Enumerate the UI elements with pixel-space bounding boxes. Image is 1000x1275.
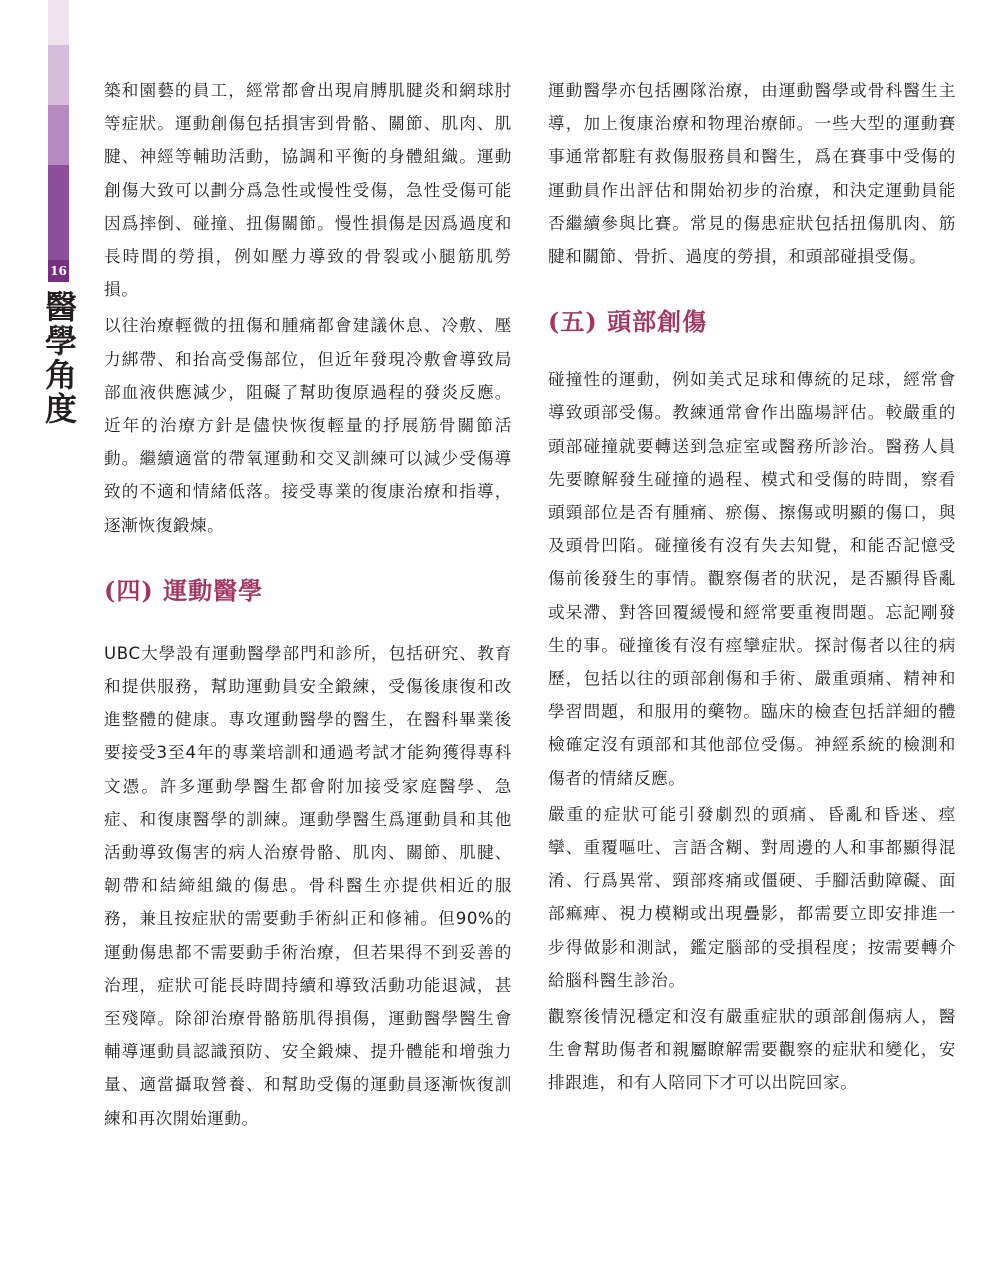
body-paragraph: 嚴重的症狀可能引發劇烈的頭痛、昏亂和昏迷、痙攣、重覆嘔吐、言語含糊、對周邊的人和事都顯得混淆、行爲異常、頸部疼痛或僵硬、手腳活動障礙、面部痲痺、視力模糊或出現疊影，都需要立即安排進一步得做影和測試，鑑定腦部的受損程度；按需要轉介給腦科醫生診治。 (548, 804, 956, 990)
body-paragraph: 築和園藝的員工，經常都會出現肩膊肌腱炎和網球肘等症狀。運動創傷包括損害到骨骼、關節、肌肉、肌腱、神經等輔助活動，協調和平衡的身體組織。運動創傷大致可以劃分爲急性或慢性受傷，急性受傷可能因爲摔倒、碰撞、扭傷關節。慢性損傷是因爲過度和長時間的勞損，例如壓力導致的骨裂或小腿筋肌勞損。 (104, 81, 512, 300)
page-number: 16 (50, 264, 67, 278)
body-paragraph: 碰撞性的運動，例如美式足球和傳統的足球，經常會導致頭部受傷。教練通常會作出臨場評估。較嚴重的頭部碰撞就要轉送到急症室或醫務所診治。醫務人員先要瞭解發生碰撞的過程、模式和受傷的時間，察看頭頸部位是否有腫痛、瘀傷、擦傷或明顯的傷口，與及頭骨凹陷。碰撞後有沒有失去知覺，和能否記憶受傷前後發生的事情。觀察傷者的狀況，是否顯得昏亂或呆滯、對答回覆緩慢和經常要重複問題。忘記剛發生的事。碰撞後有沒有痙攣症狀。探討傷者以往的病歷，包括以往的頭部創傷和手術、嚴重頭痛、精神和學習問題，和服用的藥物。臨床的檢查包括詳細的體檢確定沒有頭部和其他部位受傷。神經系統的檢測和傷者的情緒反應。 (548, 370, 956, 788)
sidebar-color-band (48, 0, 69, 45)
sidebar-color-band (48, 105, 69, 165)
body-paragraph: UBC大學設有運動醫學部門和診所，包括研究、教育和提供服務，幫助運動員安全鍛練，受傷後康復和改進整體的健康。專攻運動醫學的醫生，在醫科畢業後要接受3至4年的專業培訓和通過考試才能夠獲得專科文憑。許多運動學醫生都會附加接受家庭醫學、急症、和復康醫學的訓練。運動學醫生爲運動員和其他活動導致傷害的病人治療骨骼、肌肉、關節、肌腱、韌帶和結締組織的傷患。骨科醫生亦提供相近的服務，兼且按症狀的需要動手術糾正和修補。但90%的運動傷患都不需要動手術治療，但若果得不到妥善的治理，症狀可能長時間持續和導致活動功能退減，甚至殘障。除卻治療骨骼筋肌得損傷，運動醫學醫生會輔導運動員認識預防、安全鍛煉、提升體能和增強力量、適當攝取營養、和幫助受傷的運動員逐漸恢復訓練和再次開始運動。 (104, 643, 512, 1128)
section-title-vertical: 醫學角度 (40, 290, 78, 426)
sidebar-color-band (48, 45, 69, 105)
body-paragraph: 以往治療輕微的扭傷和腫痛都會建議休息、冷敷、壓力綁帶、和抬高受傷部位，但近年發現冷敷會導致局部血液供應減少，阻礙了幫助復原過程的發炎反應。近年的治療方針是儘快恢復輕量的抒展筋骨關節活動。繼續適當的帶氧運動和交叉訓練可以減少受傷導致的不適和情緒低落。接受專業的復康治療和指導，逐漸恢復鍛煉。 (104, 316, 512, 535)
body-paragraph: 觀察後情況穩定和沒有嚴重症狀的頭部創傷病人，醫生會幫助傷者和親屬瞭解需要觀察的症狀和變化，安排跟進，和有人陪同下才可以出院回家。 (548, 1007, 956, 1093)
sidebar-color-band (48, 165, 69, 260)
section-heading-sports-medicine: (四) 運動醫學 (104, 575, 264, 605)
right-column (548, 74, 956, 1100)
body-paragraph: 運動醫學亦包括團隊治療，由運動醫學或骨科醫生主導，加上復康治療和物理治療師。一些大型的運動賽事通常都駐有救傷服務員和醫生，爲在賽事中受傷的運動員作出評估和開始初步的治療，和決定運動員能否繼續參與比賽。常見的傷患症狀包括扭傷肌肉、筋腱和關節、骨折、過度的勞損，和頭部碰損受傷。 (548, 81, 956, 267)
section-heading-head-injury: (五) 頭部創傷 (548, 307, 708, 337)
left-column (104, 74, 512, 1135)
